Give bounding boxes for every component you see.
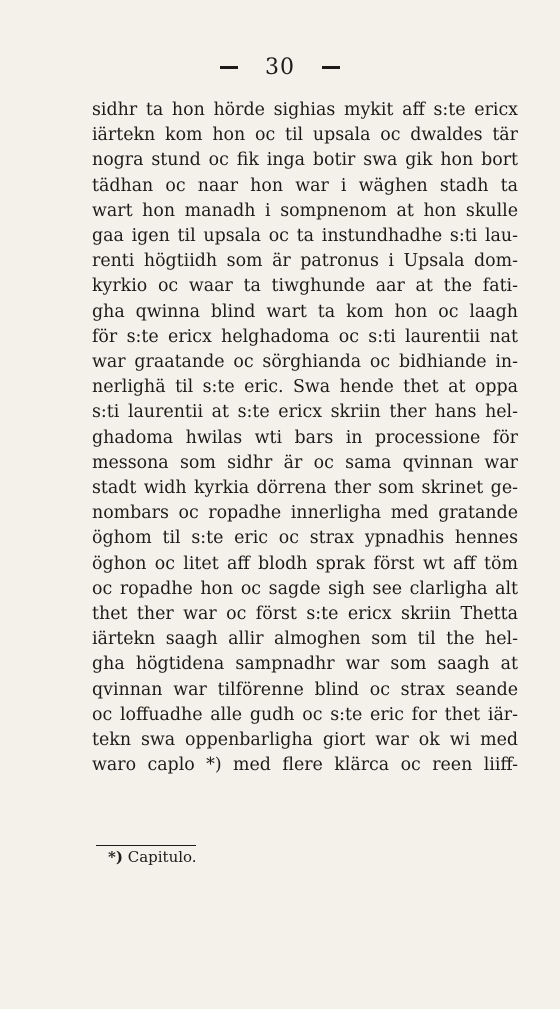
text-line: gha högtidena sampnadhr war som saagh at <box>92 654 518 675</box>
body-text <box>92 98 518 778</box>
text-line: gha qwinna blind wart ta kom hon oc laagh <box>92 301 518 322</box>
text-line: tekn swa oppenbarligha giort war ok wi med <box>92 730 518 751</box>
text-line: waro caplo *) med flere klärca oc reen liiff- <box>92 755 518 776</box>
text-line: ghadoma hwilas wti bars in processione för <box>92 427 518 448</box>
text-line: tädhan oc naar hon war i wäghen stadh ta <box>92 175 518 196</box>
text-line: thet ther war oc först s:te ericx skriin Thetta <box>92 604 518 625</box>
right-dash <box>322 66 340 69</box>
footnote-text: Capitulo. <box>127 848 197 866</box>
text-line: nogra stund oc fik inga botir swa gik hon bort <box>92 150 518 171</box>
text-line: stadt widh kyrkia dörrena ther som skrinet ge- <box>92 478 518 499</box>
text-line: öghon oc litet aff blodh sprak först wt aff töm <box>92 553 518 574</box>
text-line: messona som sidhr är oc sama qvinnan war <box>92 452 518 473</box>
text-line: war graatande oc sörghianda oc bidhiande in- <box>92 352 518 373</box>
left-dash <box>220 66 238 69</box>
text-line: sidhr ta hon hörde sighias mykit aff s:te ericx <box>92 100 518 120</box>
text-line: renti högtiidh som är patronus i Upsala dom- <box>92 251 518 272</box>
text-line: gaa igen til upsala oc ta instundhadhe s:ti lau- <box>92 226 518 247</box>
text-line: kyrkio oc waar ta tiwghunde aar at the fati- <box>92 276 518 297</box>
text-line: s:ti laurentii at s:te ericx skriin ther hans hel- <box>92 402 518 423</box>
text-line: qvinnan war tilförenne blind oc strax seande <box>92 679 518 700</box>
text-line: oc ropadhe hon oc sagde sigh see clarligha alt <box>92 578 518 599</box>
footnote-mark: *) <box>108 848 123 866</box>
text-line: nerlighä til s:te eric. Swa hende thet at oppa <box>92 377 518 398</box>
text-line: öghom til s:te eric oc strax ypnadhis hennes <box>92 528 518 549</box>
text-line: oc loffuadhe alle gudh oc s:te eric for thet iär- <box>92 704 518 725</box>
text-line: för s:te ericx helghadoma oc s:ti laurentii nat <box>92 326 518 347</box>
text-line: iärtekn kom hon oc til upsala oc dwaldes tär <box>92 125 518 146</box>
text-line: nombars oc ropadhe innerligha med gratande <box>92 503 518 524</box>
page-number: 30 <box>265 55 295 80</box>
text-line: iärtekn saagh allir almoghen som til the hel- <box>92 629 518 650</box>
footnote <box>108 846 197 868</box>
page-header <box>0 55 560 85</box>
text-line: wart hon manadh i sompnenom at hon skulle <box>92 200 518 221</box>
